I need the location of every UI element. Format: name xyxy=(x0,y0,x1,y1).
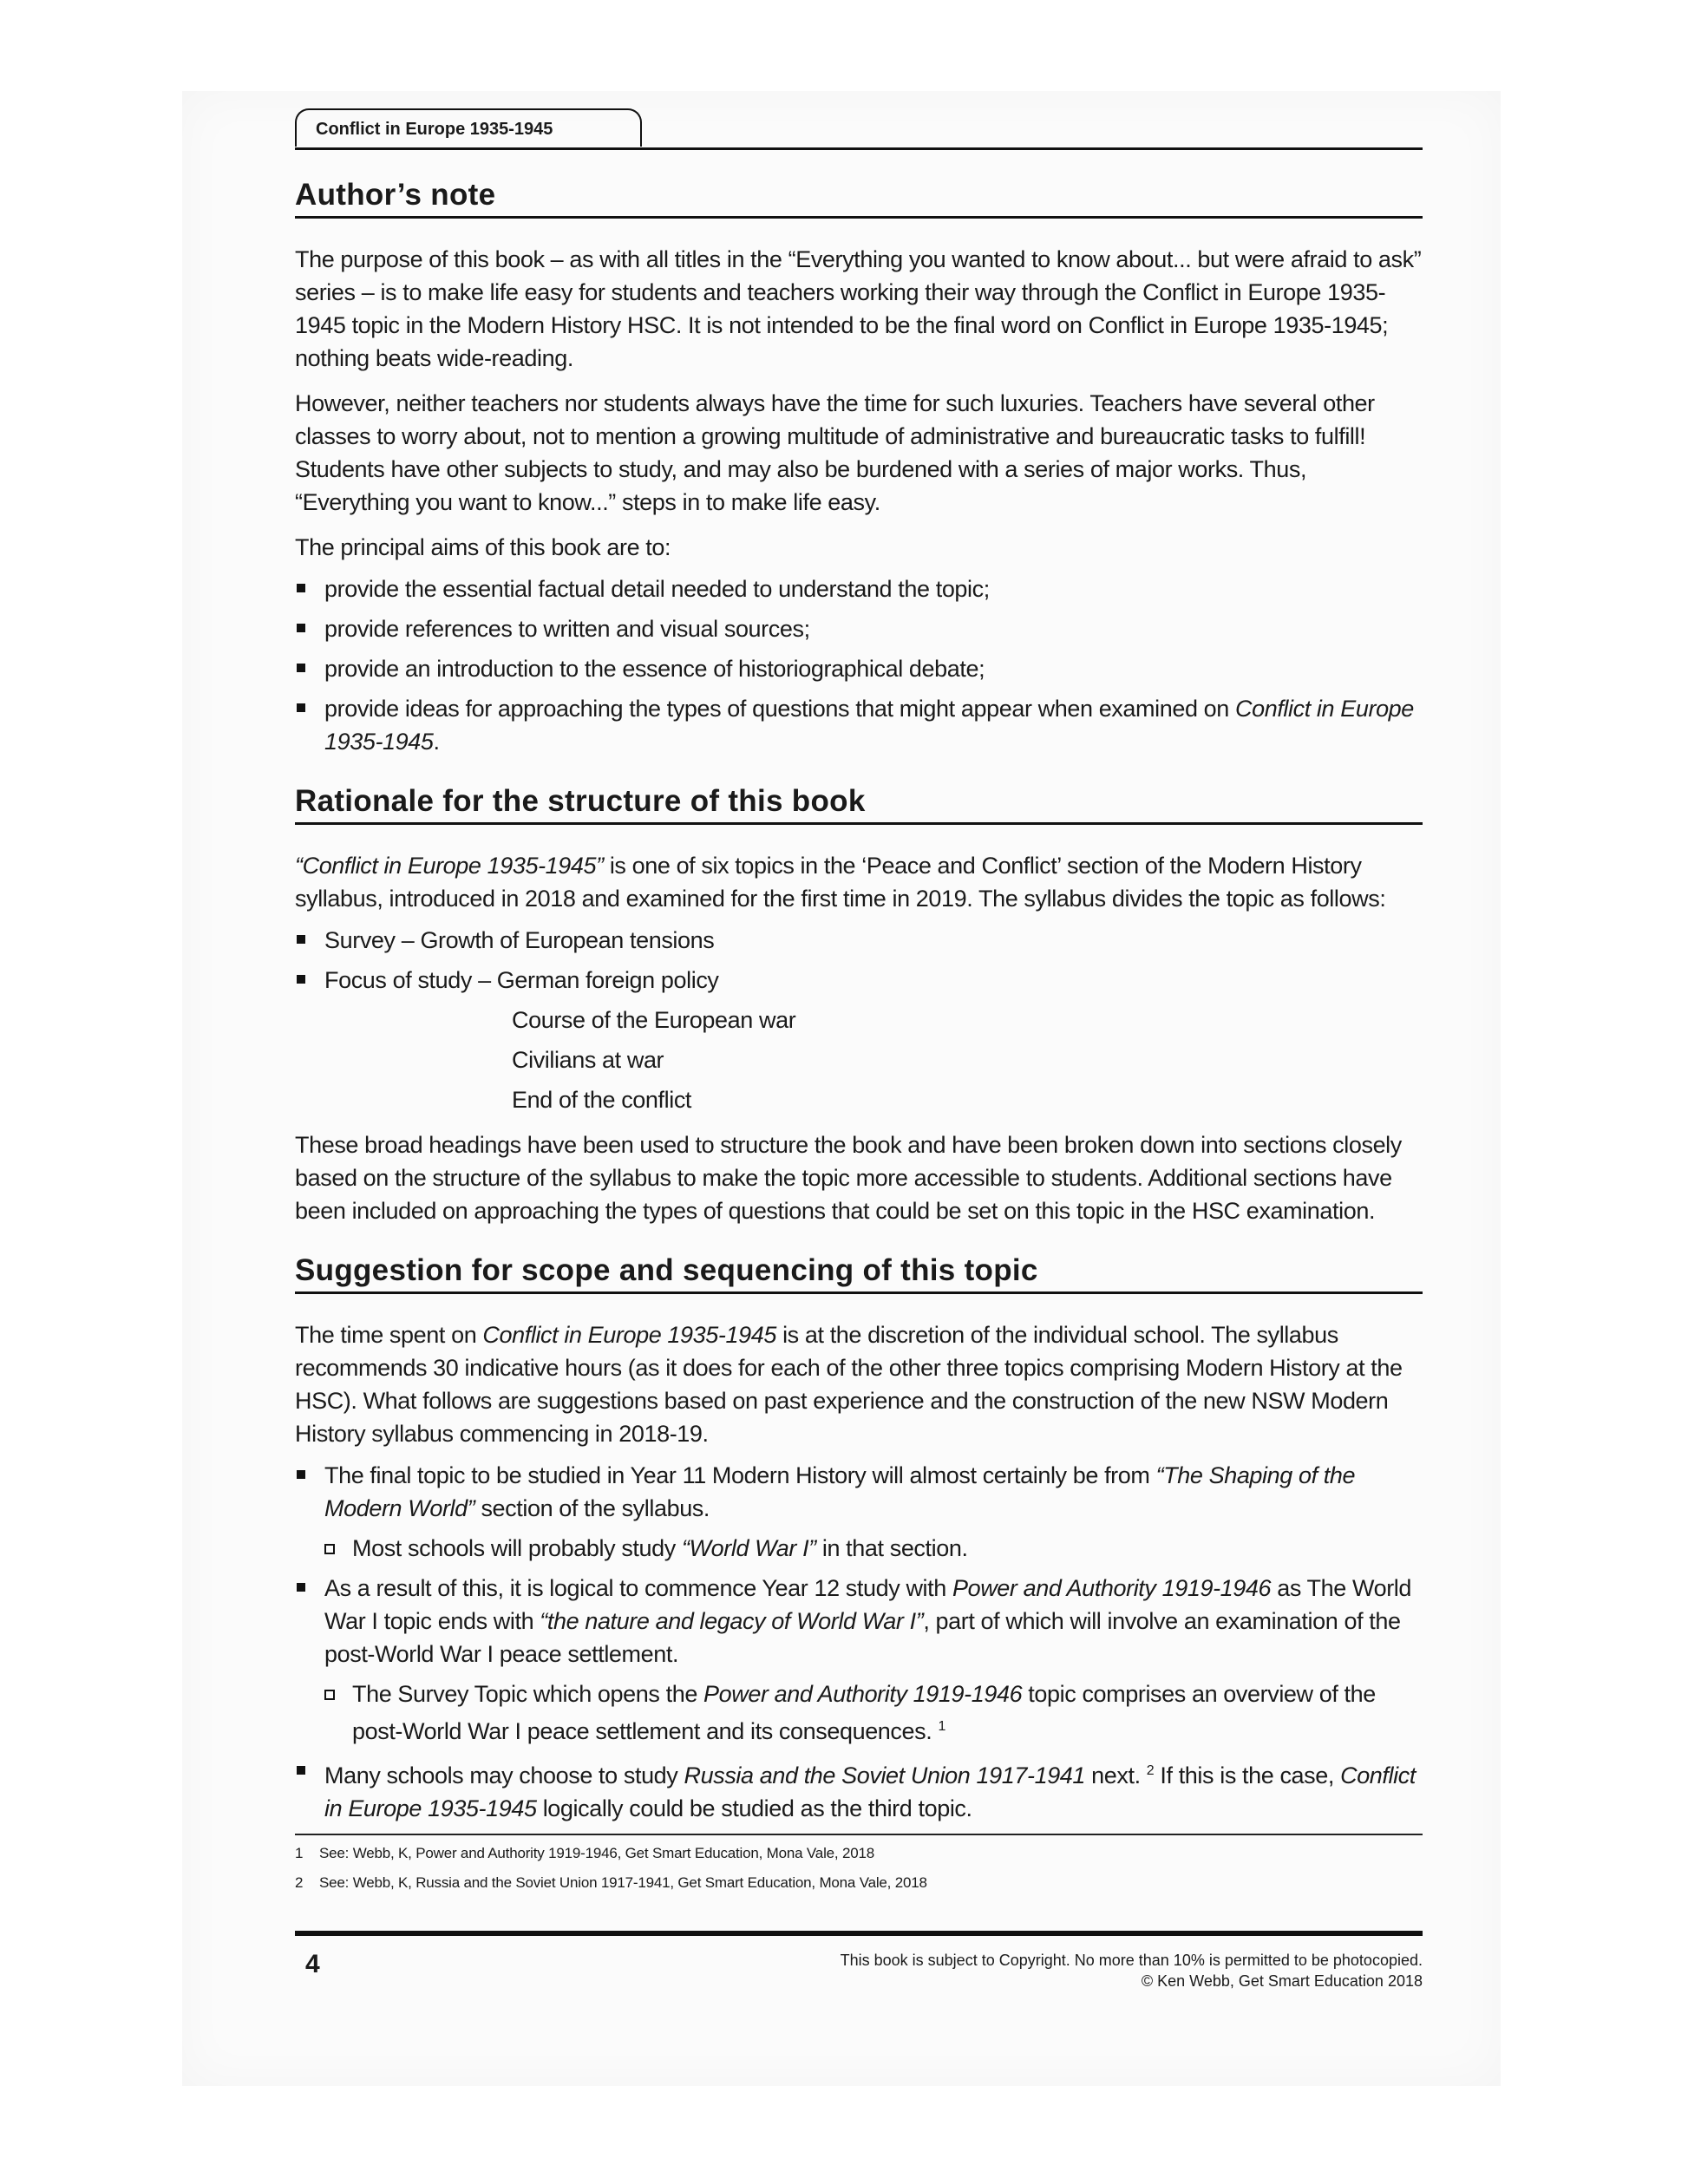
square-bullet-icon xyxy=(297,975,305,984)
list-item: The final topic to be studied in Year 11 Modern History will almost certainly be from “The Shaping of the Modern World” section of the syllabus. xyxy=(295,1459,1423,1525)
hollow-square-bullet-icon xyxy=(324,1690,335,1700)
list-item: provide ideas for approaching the types of questions that might appear when examined on Conflict in Europe 1935-1945. xyxy=(295,692,1423,758)
sequencing-list xyxy=(295,1459,1423,1825)
focus-item: End of the conflict xyxy=(512,1087,692,1113)
document-page xyxy=(295,108,1423,2005)
list-item: Many schools may choose to study Russia and the Soviet Union 1917-1941 next. $^2$ If this is the case, Conflict in Europe 1935-1945 logically could be studied as the third topic. xyxy=(295,1755,1423,1825)
rationale-section xyxy=(295,784,1423,1227)
square-bullet-icon xyxy=(297,664,305,672)
aims-list xyxy=(295,572,1423,758)
header-tab: Conflict in Europe 1935-1945 xyxy=(295,108,642,147)
paragraph: The time spent on Conflict in Europe 1935-1945 is at the discretion of the individual school. The syllabus recommends 30 indicative hours (as it does for each of the other three topics comprising Modern History at the HSC). What follows are suggestions based on past experience and the construction of the new NSW Modern History syllabus commencing in 2018-19. xyxy=(295,1322,1403,1447)
paragraph: These broad headings have been used to structure the book and have been broken down into sections closely based on the structure of the syllabus to make the topic more accessible to students. Additional sections have been included on approaching the types of questions that could be set on this topic in the HSC examination. xyxy=(295,1132,1402,1224)
section-heading: Suggestion for scope and sequencing of this topic xyxy=(295,1253,1423,1294)
paragraph: However, neither teachers nor students always have the time for such luxuries. Teachers have several other classes to worry about, not to mention a growing multitude of administrative and bureaucratic tasks to fulfill! Students have other subjects to study, and may also be burdened with a series of major works. Thus, “Everything you want to know...” steps in to make life easy. xyxy=(295,390,1375,515)
list-item: Survey – Growth of European tensions xyxy=(295,924,1423,957)
list-item: provide the essential factual detail needed to understand the topic; xyxy=(295,572,1423,605)
square-bullet-icon xyxy=(297,584,305,592)
paragraph: “Conflict in Europe 1935-1945” is one of six topics in the ‘Peace and Conflict’ section of the Modern History syllabus, introduced in 2018 and examined for the first time in 2019. The syllabus divides the topic as follows: xyxy=(295,853,1386,912)
page-number: 4 xyxy=(305,1950,320,1978)
scope-section xyxy=(295,1253,1423,1825)
focus-item: Civilians at war xyxy=(512,1047,664,1073)
header-rule xyxy=(295,147,1423,150)
running-header xyxy=(295,108,1423,152)
copyright-notice: This book is subject to Copyright. No more than 10% is permitted to be photocopied. © Ken Webb, Get Smart Education 2018 xyxy=(840,1952,1423,1990)
section-heading: Rationale for the structure of this book xyxy=(295,784,1423,825)
square-bullet-icon xyxy=(297,935,305,944)
square-bullet-icon xyxy=(297,703,305,712)
list-item: Focus of study – German foreign policy xyxy=(295,964,1423,997)
footnote-rule xyxy=(295,1834,1423,1835)
list-item: As a result of this, it is logical to commence Year 12 study with Power and Authority 1919-1946 as The World War I topic ends with “the nature and legacy of World War I”, part of which will involve an examination of the post-World War I peace settlement. xyxy=(295,1572,1423,1671)
hollow-square-bullet-icon xyxy=(324,1544,335,1554)
syllabus-list xyxy=(295,924,1423,997)
footnote-ref[interactable]: 2 xyxy=(1146,1763,1155,1778)
sub-list-item: The Survey Topic which opens the Power and Authority 1919-1946 topic comprises an overview of the post-World War I peace settlement and its consequences. $^1$ xyxy=(295,1677,1423,1748)
footnote-ref[interactable]: 1 xyxy=(938,1719,945,1734)
list-item: provide an introduction to the essence of historiographical debate; xyxy=(295,652,1423,685)
page-footer xyxy=(295,1936,1423,2005)
footnote: 1 See: Webb, K, Power and Authority 1919-1946, Get Smart Education, Mona Vale, 2018 xyxy=(295,1845,874,1861)
square-bullet-icon xyxy=(297,1766,305,1775)
footnote: 2 See: Webb, K, Russia and the Soviet Union 1917-1941, Get Smart Education, Mona Vale, 2018 xyxy=(295,1874,927,1891)
paragraph: The principal aims of this book are to: xyxy=(295,534,671,560)
authors-note-section xyxy=(295,178,1423,758)
paragraph: The purpose of this book – as with all titles in the “Everything you wanted to know about... but were afraid to ask” series – is to make life easy for students and teachers working their way through the Conflict in Europe 1935-1945 topic in the Modern History HSC. It is not intended to be the final word on Conflict in Europe 1935-1945; nothing beats wide-reading. xyxy=(295,246,1422,371)
square-bullet-icon xyxy=(297,1470,305,1479)
sub-list-item: Most schools will probably study “World War I” in that section. xyxy=(295,1532,1423,1565)
section-heading: Author’s note xyxy=(295,178,1423,219)
square-bullet-icon xyxy=(297,1583,305,1592)
square-bullet-icon xyxy=(297,624,305,632)
list-item: provide references to written and visual sources; xyxy=(295,612,1423,645)
focus-item: Course of the European war xyxy=(512,1007,796,1033)
